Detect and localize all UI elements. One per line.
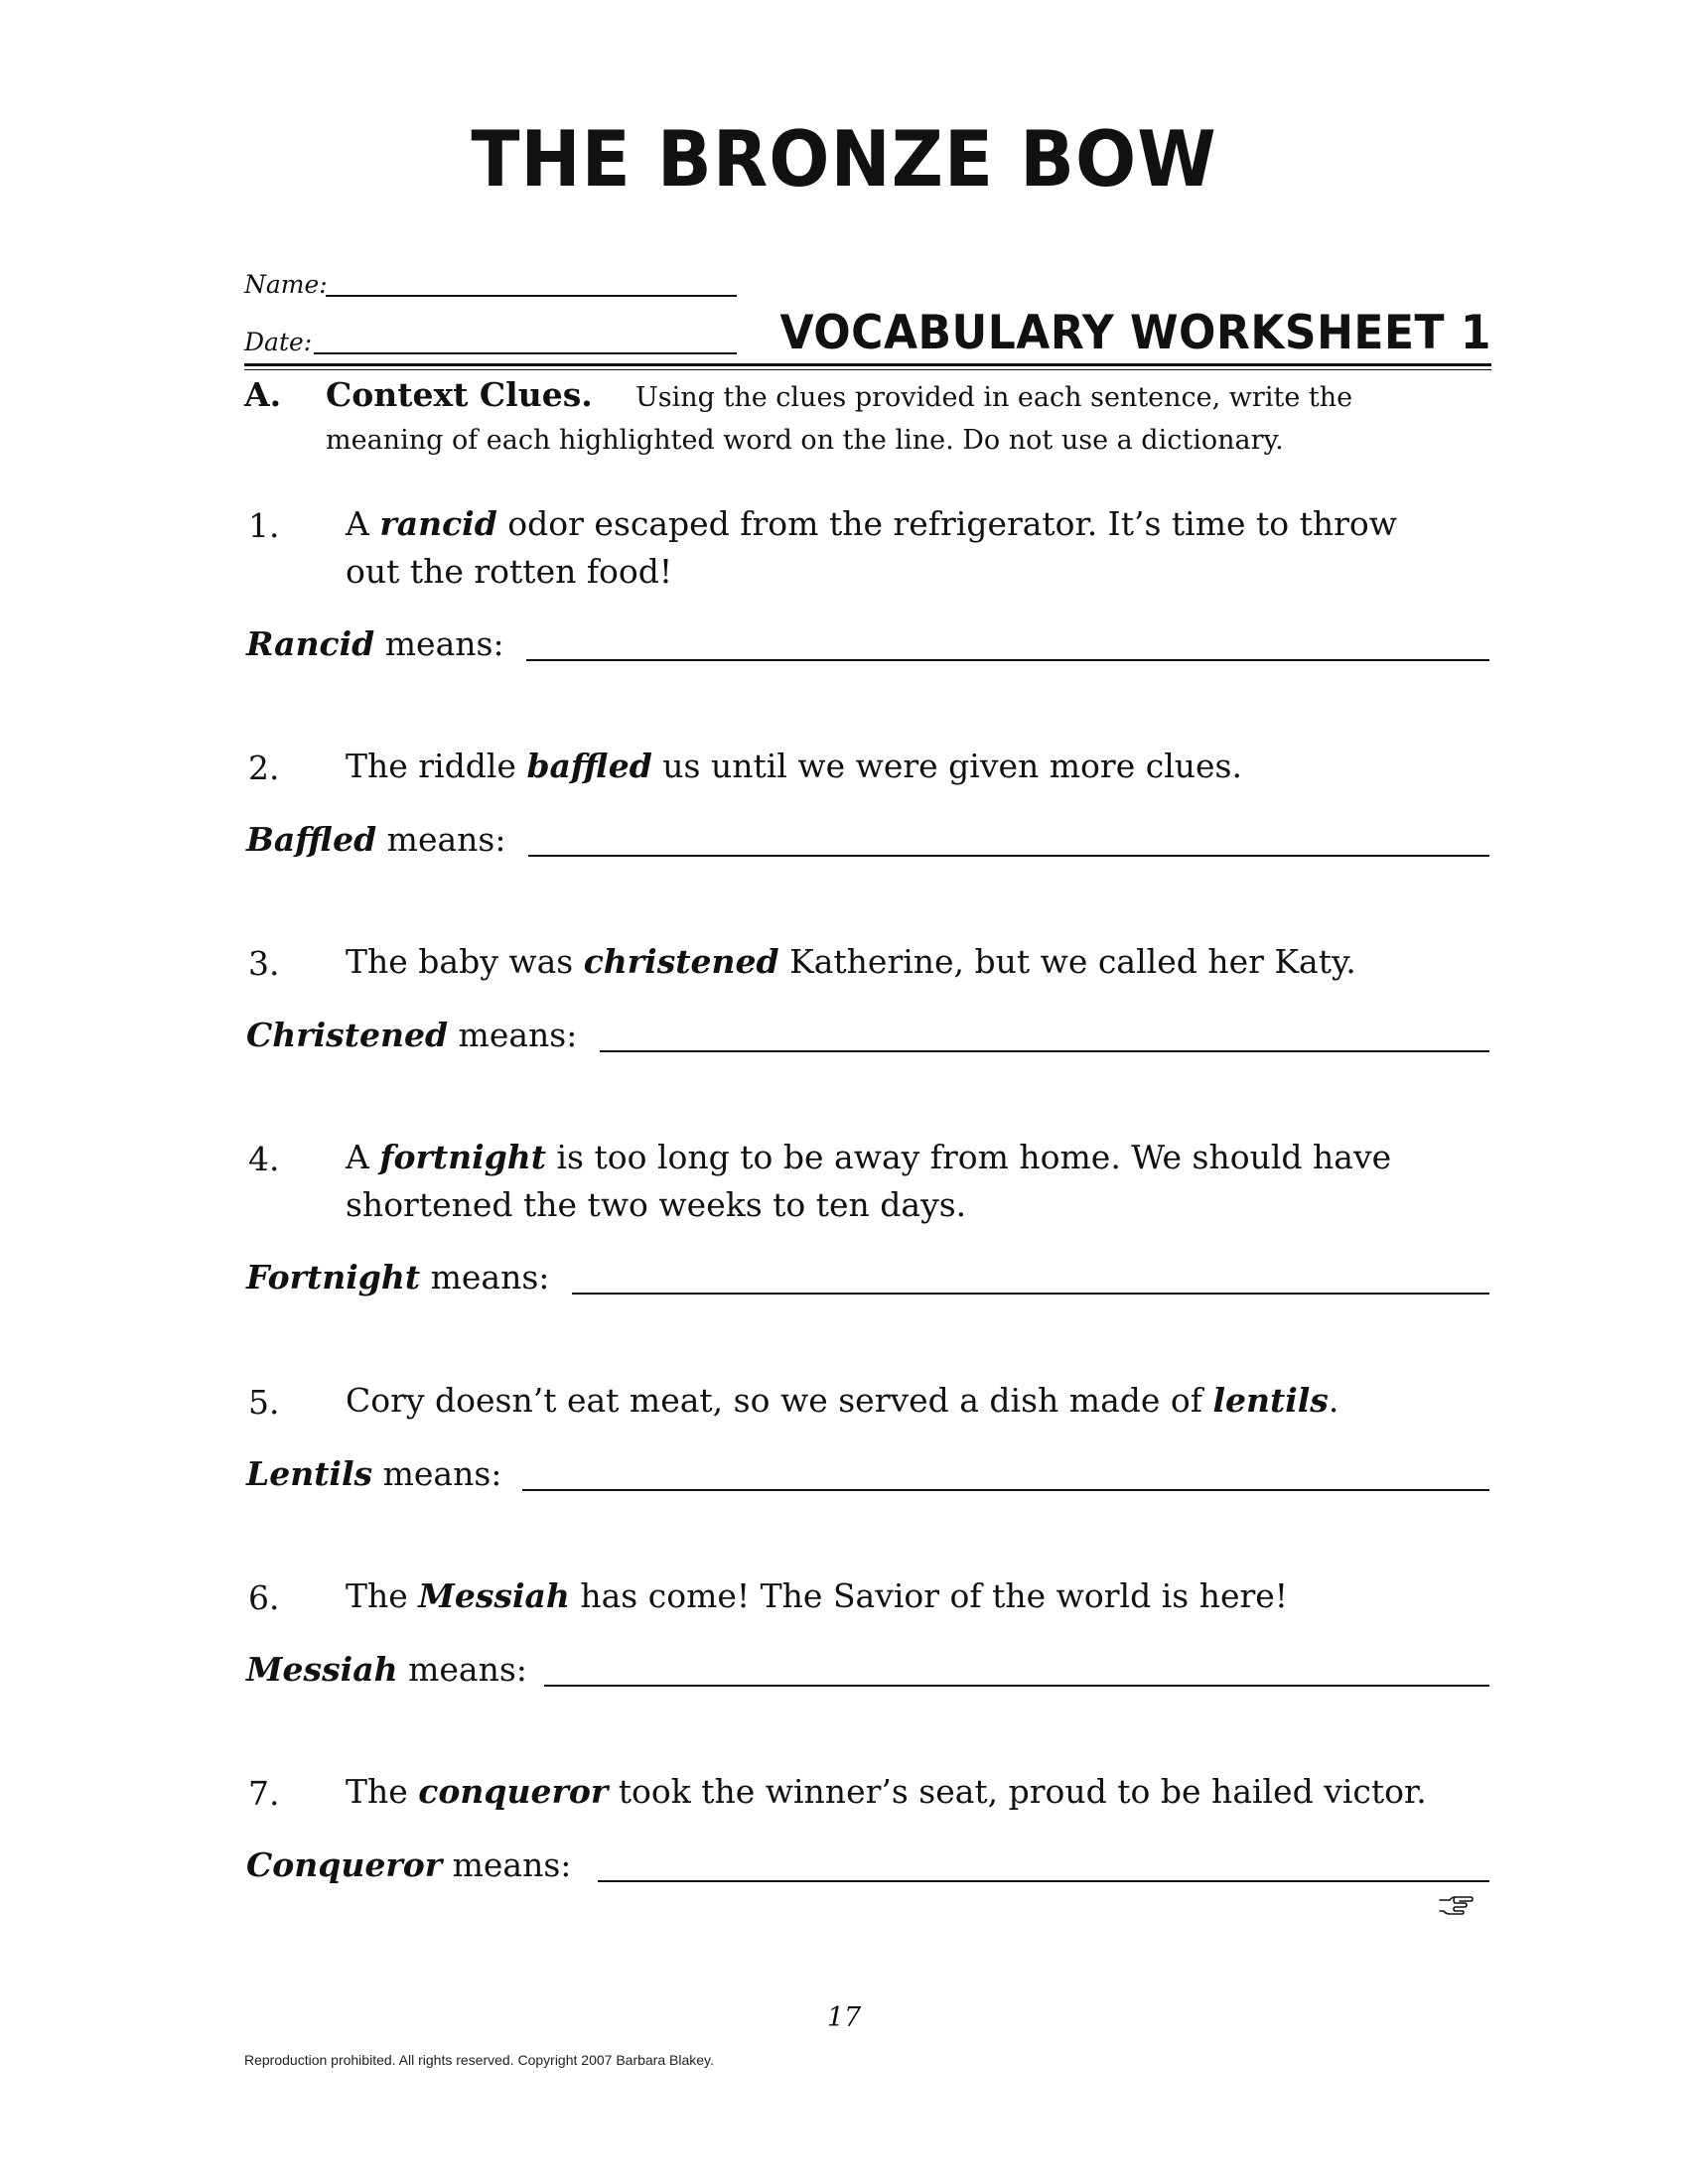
section-title: Context Clues. <box>326 375 593 414</box>
name-field[interactable] <box>326 295 737 297</box>
question-text: The riddle baffled us until we were given more clues. <box>346 747 1242 785</box>
question-text: A fortnight is too long to be away from home. We should have shortened the two weeks to ten days. <box>346 1138 1392 1224</box>
answer-line[interactable] <box>572 1293 1489 1295</box>
copyright-notice: Reproduction prohibited. All rights reserved. Copyright 2007 Barbara Blakey. <box>244 2052 714 2068</box>
question-number: 4. <box>248 1140 280 1178</box>
page-number: 17 <box>826 2002 862 2033</box>
answer-label: Messiah means: <box>246 1650 527 1689</box>
pointing-hand-icon <box>1438 1892 1474 1916</box>
header-rule-thin <box>244 369 1491 370</box>
question-number: 6. <box>248 1578 280 1617</box>
answer-line[interactable] <box>528 855 1489 857</box>
question-text: The baby was christened Katherine, but we called her Katy. <box>346 942 1356 981</box>
vocab-word: conqueror <box>418 1772 609 1811</box>
question-text: A rancid odor escaped from the refrigerator. It’s time to throw out the rotten food! <box>346 504 1398 591</box>
answer-line[interactable] <box>526 659 1489 661</box>
answer-line[interactable] <box>600 1050 1489 1052</box>
worksheet-title: VOCABULARY WORKSHEET 1 <box>779 305 1491 361</box>
vocab-word: lentils <box>1212 1381 1329 1420</box>
question-number: 5. <box>248 1383 280 1422</box>
question-text: The conqueror took the winner’s seat, proud to be hailed victor. <box>346 1772 1427 1811</box>
answer-line[interactable] <box>598 1880 1489 1882</box>
question-number: 7. <box>248 1774 280 1813</box>
answer-label: Rancid means: <box>246 624 504 663</box>
section-letter: A. <box>244 375 282 414</box>
name-label: Name: <box>244 270 328 299</box>
vocab-word: rancid <box>379 504 497 543</box>
vocab-word: christened <box>583 942 779 981</box>
answer-label: Christened means: <box>246 1016 578 1054</box>
answer-label: Lentils means: <box>246 1454 502 1493</box>
question-text: Cory doesn’t eat meat, so we served a dish made of lentils. <box>346 1381 1339 1420</box>
vocab-word: baffled <box>526 747 652 785</box>
question-number: 3. <box>248 944 280 983</box>
header-rule <box>244 363 1491 366</box>
date-field[interactable] <box>314 352 737 354</box>
answer-line[interactable] <box>544 1685 1489 1687</box>
vocab-word: Messiah <box>418 1576 570 1615</box>
answer-label: Conqueror means: <box>246 1845 572 1884</box>
answer-line[interactable] <box>522 1489 1489 1491</box>
question-number: 1. <box>248 506 280 545</box>
date-label: Date: <box>244 328 313 356</box>
page-title: THE BRONZE BOW <box>471 113 1217 205</box>
vocab-word: fortnight <box>379 1138 547 1176</box>
question-number: 2. <box>248 749 280 787</box>
question-text: The Messiah has come! The Savior of the world is here! <box>346 1576 1289 1615</box>
answer-label: Fortnight means: <box>246 1258 550 1297</box>
answer-label: Baffled means: <box>246 820 506 859</box>
section-instructions-cont: meaning of each highlighted word on the line. Do not use a dictionary. <box>326 425 1284 456</box>
section-instructions: Using the clues provided in each sentence, write the <box>635 382 1353 413</box>
